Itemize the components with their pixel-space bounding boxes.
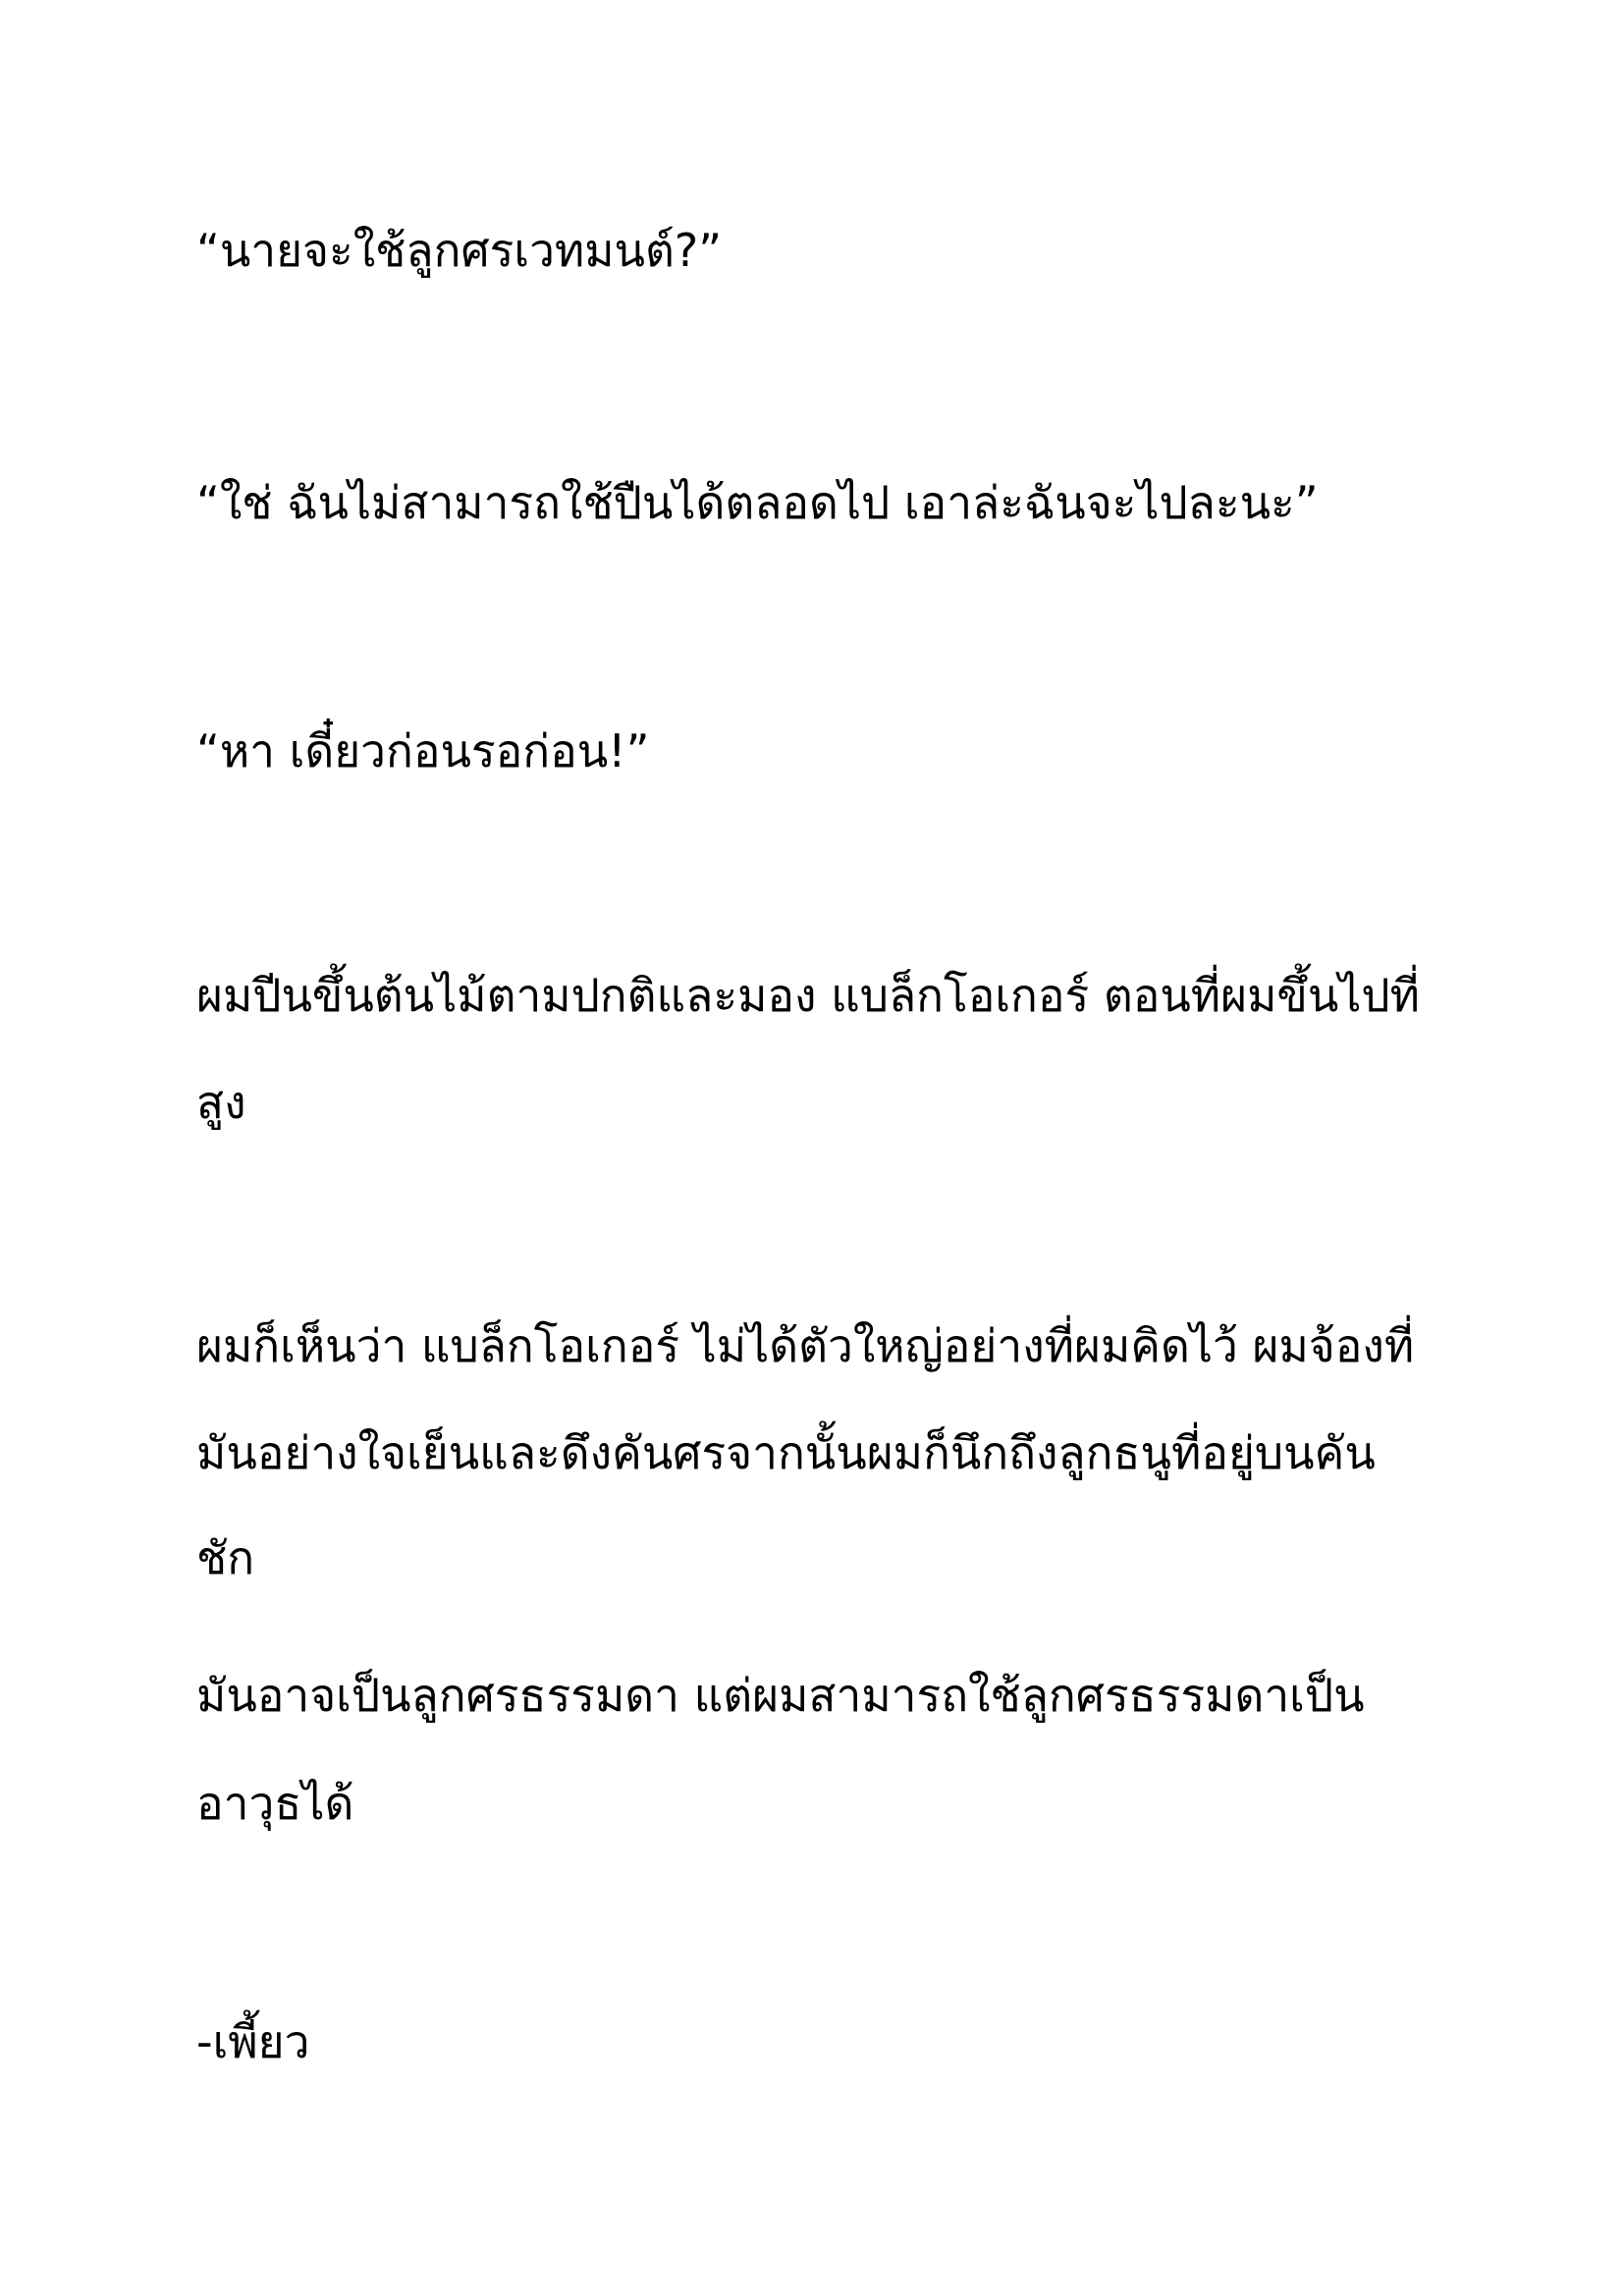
paragraph-line: มันอย่างใจเย็นและดึงคันศรจากนั้นผมก็นึกถึงลูกธนูที่อยู่บนคัน	[196, 1426, 1376, 1479]
paragraph-line: ชัก	[196, 1531, 255, 1584]
paragraph-line: อาวุธได้	[196, 1777, 354, 1830]
paragraph-line: “นายจะใช้ลูกศรเวทมนต์?”	[196, 224, 723, 277]
paragraph-line: สูง	[196, 1076, 246, 1129]
paragraph-line: ผมปีนขึ้นต้นไม้ตามปกติและมอง แบล็กโอเกอร์ ตอนที่ผมขึ้นไปที่	[196, 969, 1420, 1022]
paragraph-line: -เพี้ยว	[196, 2015, 310, 2068]
paragraph-line: “ใช่ ฉันไม่สามารถใช้ปืนได้ตลอดไป เอาล่ะฉันจะไปละนะ”	[196, 476, 1319, 529]
paragraph-line: ผมก็เห็นว่า แบล็กโอเกอร์ ไม่ได้ตัวใหญ่อย่างที่ผมคิดไว้ ผมจ้องที่	[196, 1319, 1415, 1372]
paragraph-line: “หา เดี๋ยวก่อนรอก่อน!”	[196, 724, 650, 777]
paragraph-line: มันอาจเป็นลูกศรธรรมดา แต่ผมสามารถใช้ลูกศรธรรมดาเป็น	[196, 1669, 1365, 1722]
